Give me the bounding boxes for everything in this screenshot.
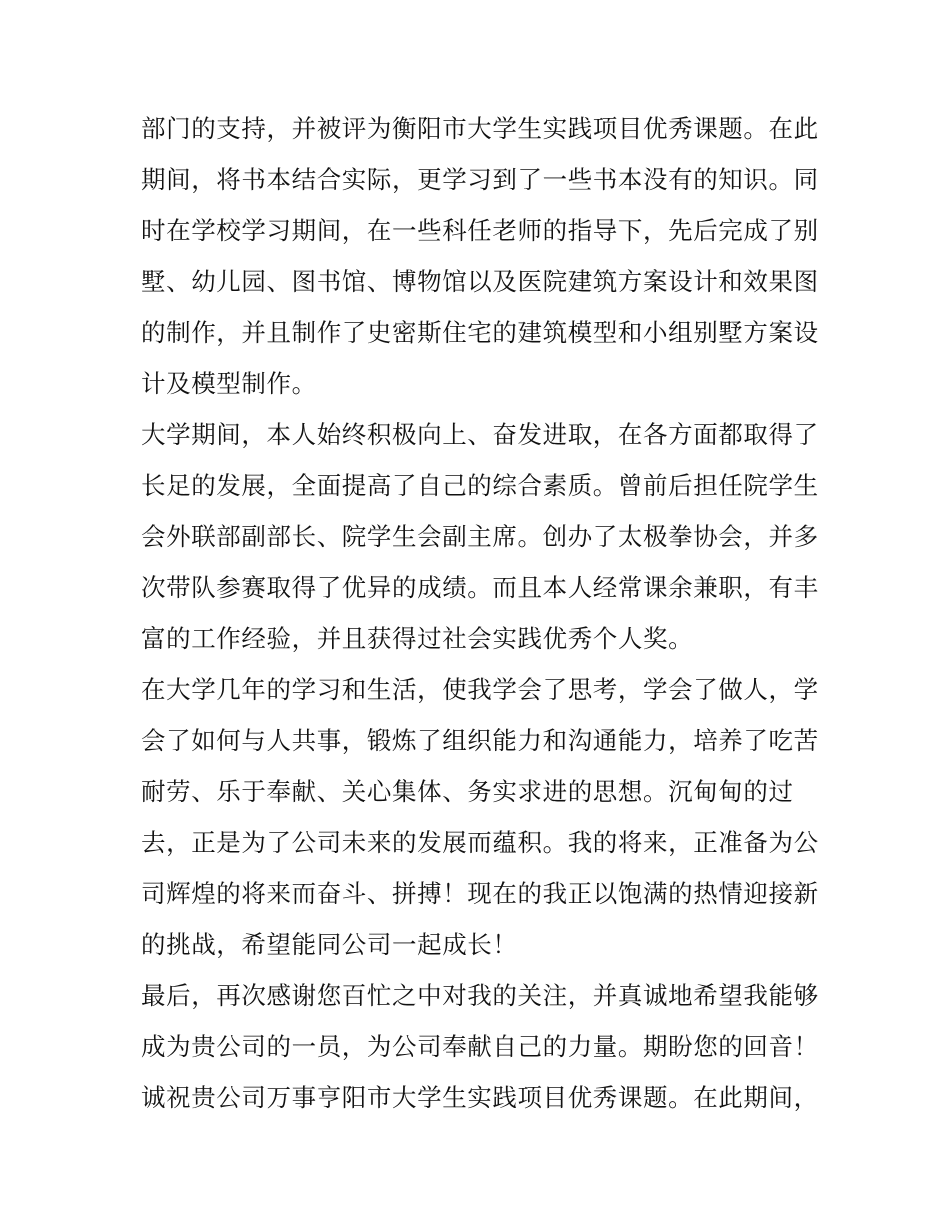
text-line-17: 的挑战，希望能同公司一起成长！ (141, 930, 518, 959)
text-line-5: 的制作，并且制作了史密斯住宅的建筑模型和小组别墅方案设 (141, 318, 819, 347)
text-line-2: 期间，将书本结合实际，更学习到了一些书本没有的知识。同 (141, 165, 819, 194)
text-line-8: 长足的发展，全面提高了自己的综合素质。曾前后担任院学生 (141, 471, 819, 500)
text-line-12: 在大学几年的学习和生活，使我学会了思考，学会了做人，学 (141, 675, 819, 704)
text-line-11: 富的工作经验，并且获得过社会实践优秀个人奖。 (141, 624, 694, 653)
text-line-1: 部门的支持，并被评为衡阳市大学生实践项目优秀课题。在此 (141, 114, 819, 143)
text-line-15: 去，正是为了公司未来的发展而蕴积。我的将来，正准备为公 (141, 828, 819, 857)
text-line-20: 诚祝贵公司万事亨阳市大学生实践项目优秀课题。在此期间， (141, 1083, 819, 1112)
text-line-4: 墅、幼儿园、图书馆、博物馆以及医院建筑方案设计和效果图 (141, 267, 819, 296)
text-line-19: 成为贵公司的一员，为公司奉献自己的力量。期盼您的回音！ (141, 1032, 819, 1061)
text-line-3: 时在学校学习期间，在一些科任老师的指导下，先后完成了别 (141, 216, 819, 245)
text-line-13: 会了如何与人共事，锻炼了组织能力和沟通能力，培养了吃苦 (141, 726, 819, 755)
text-line-6: 计及模型制作。 (141, 369, 317, 398)
text-line-14: 耐劳、乐于奉献、关心集体、务实求进的思想。沉甸甸的过 (141, 777, 794, 806)
text-line-18: 最后，再次感谢您百忙之中对我的关注，并真诚地希望我能够 (141, 981, 819, 1010)
text-line-10: 次带队参赛取得了优异的成绩。而且本人经常课余兼职，有丰 (141, 573, 819, 602)
text-line-16: 司辉煌的将来而奋斗、拼搏！现在的我正以饱满的热情迎接新 (141, 879, 819, 908)
text-line-7: 大学期间，本人始终积极向上、奋发进取，在各方面都取得了 (141, 420, 819, 449)
text-line-9: 会外联部副部长、院学生会副主席。创办了太极拳协会，并多 (141, 522, 819, 551)
